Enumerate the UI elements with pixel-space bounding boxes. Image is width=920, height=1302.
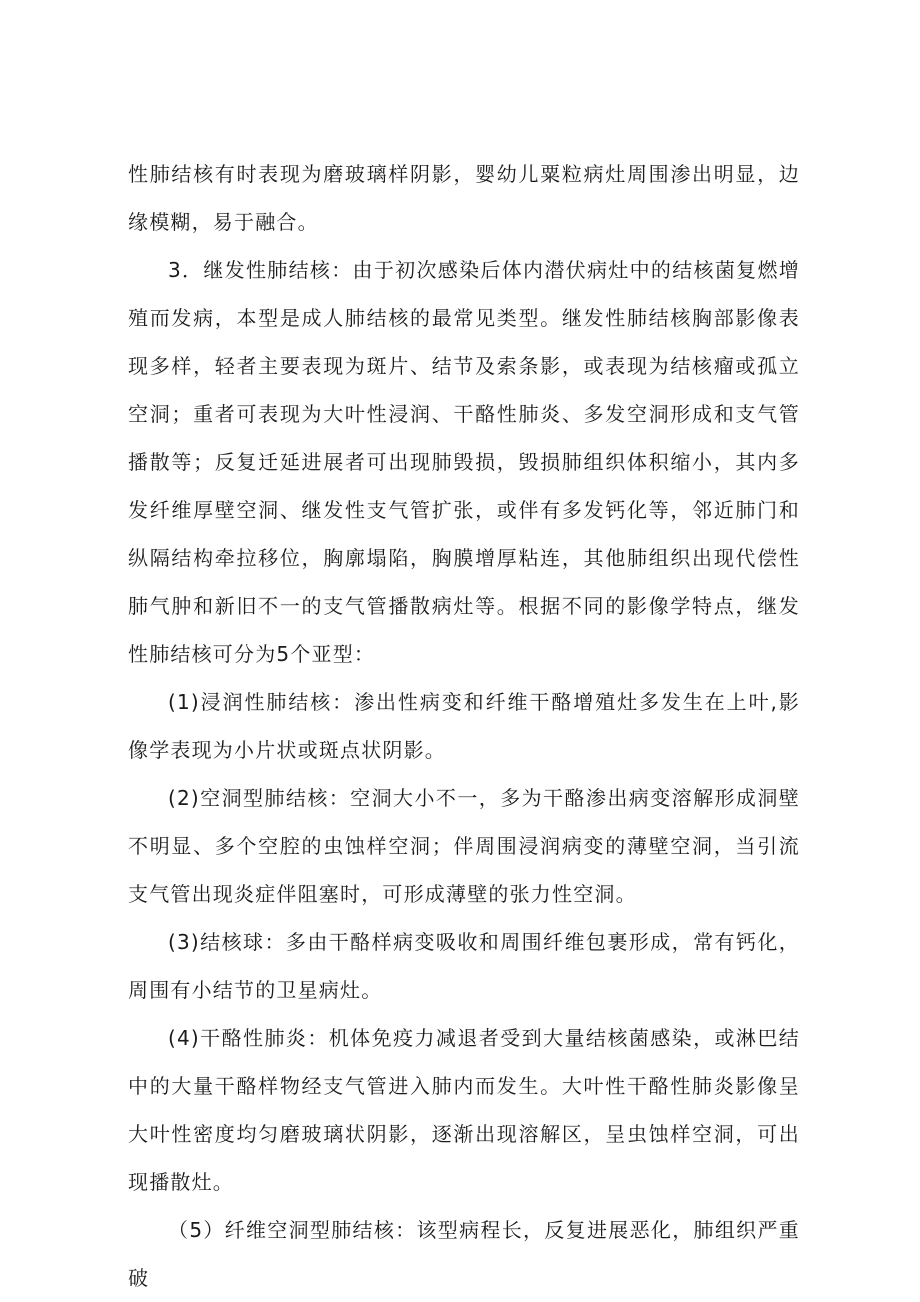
body-text bbox=[128, 150, 800, 1302]
paragraph-subtype-3: (3)结核球：多由干酪样病变吸收和周围纤维包裹形成，常有钙化，周围有小结节的卫星病灶。 bbox=[128, 930, 800, 1002]
paragraph-secondary-tb: 3．继发性肺结核：由于初次感染后体内潜伏病灶中的结核菌复燃增殖而发病，本型是成人肺结核的最常见类型。继发性肺结核胸部影像表现多样，轻者主要表现为斑片、结节及索条影，或表现为结核瘤或孤立空洞；重者可表现为大叶性浸润、干酪性肺炎、多发空洞形成和支气管播散等；反复迁延进展者可出现肺毁损，毁损肺组织体积缩小，其内多发纤维厚壁空洞、继发性支气管扩张，或伴有多发钙化等，邻近肺门和纵隔结构牵拉移位，胸廓塌陷，胸膜增厚粘连，其他肺组织出现代偿性肺气肿和新旧不一的支气管播散病灶等。根据不同的影像学特点，继发性肺结核可分为5个亚型： bbox=[128, 258, 800, 666]
paragraph-subtype-5: （5）纤维空洞型肺结核：该型病程长，反复进展恶化，肺组织严重破 bbox=[128, 1218, 800, 1290]
paragraph-subtype-4: (4)干酪性肺炎：机体免疫力减退者受到大量结核菌感染，或淋巴结中的大量干酪样物经支气管进入肺内而发生。大叶性干酪性肺炎影像呈大叶性密度均匀磨玻璃状阴影，逐渐出现溶解区，呈虫蚀样空洞，可出现播散灶。 bbox=[128, 1026, 800, 1194]
paragraph-subtype-2: (2)空洞型肺结核：空洞大小不一，多为干酪渗出病变溶解形成洞壁不明显、多个空腔的虫蚀样空洞；伴周围浸润病变的薄壁空洞，当引流支气管出现炎症伴阻塞时，可形成薄壁的张力性空洞。 bbox=[128, 786, 800, 906]
paragraph-continuation: 性肺结核有时表现为磨玻璃样阴影，婴幼儿粟粒病灶周围渗出明显，边缘模糊，易于融合。 bbox=[128, 162, 800, 234]
paragraph-subtype-1: (1)浸润性肺结核：渗出性病变和纤维干酪增殖灶多发生在上叶,影像学表现为小片状或斑点状阴影。 bbox=[128, 690, 800, 762]
